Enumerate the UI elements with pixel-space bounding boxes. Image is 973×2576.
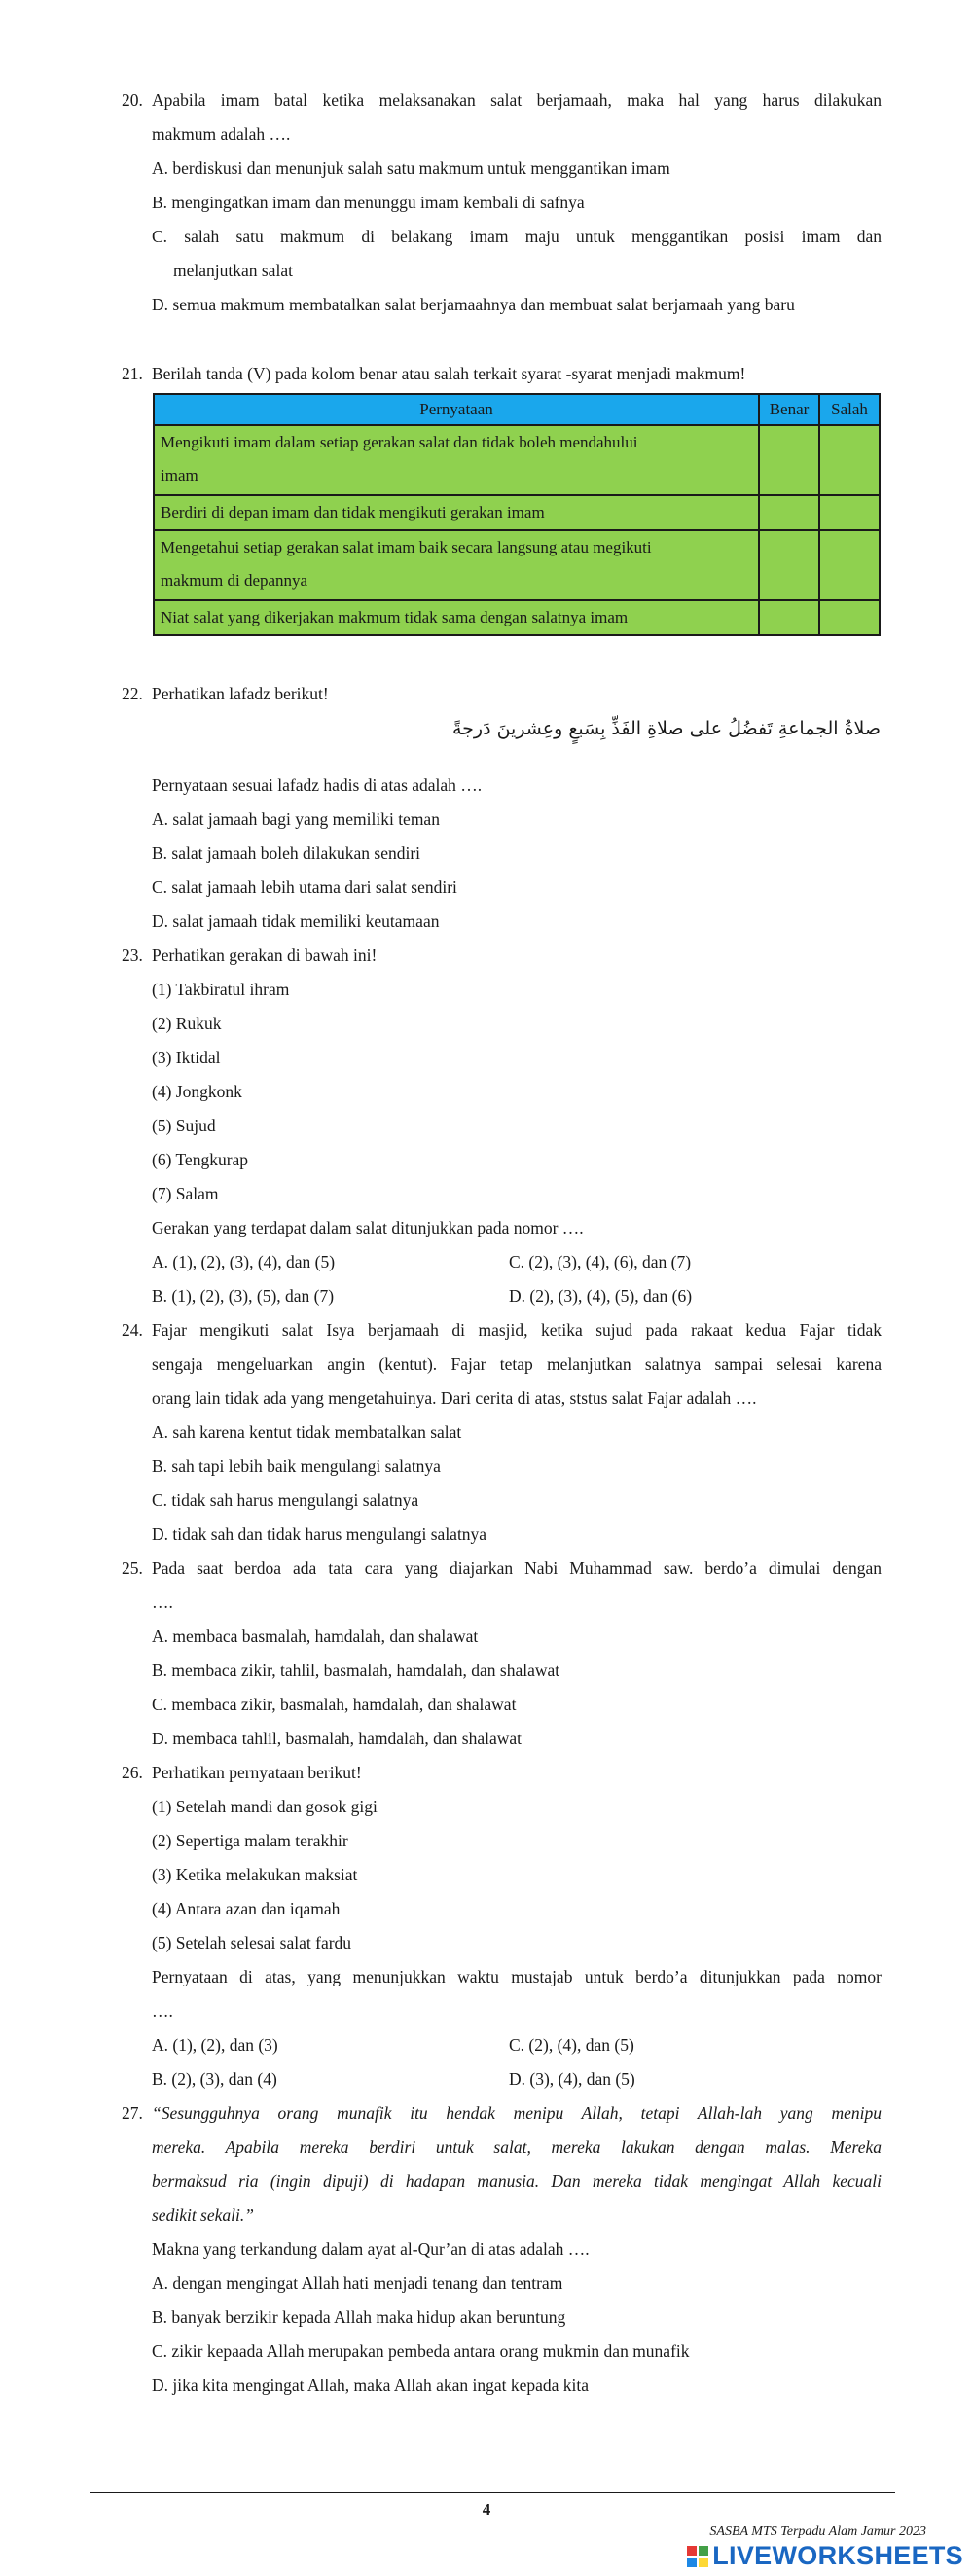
question-stem: Fajar mengikuti salat Isya berjamaah di masjid, ketika sujud pada rakaat kedua Fajar tidak [152, 1320, 882, 1340]
option-a[interactable]: A. berdiskusi dan menunjuk salah satu makmum untuk menggantikan imam [152, 159, 670, 178]
question-number: 26. [122, 1763, 143, 1782]
option-d[interactable]: D. (2), (3), (4), (5), dan (6) [509, 1286, 693, 1306]
question-stem: sengaja mengeluarkan angin (kentut). Fajar tetap melanjutkan salatnya sampai selesai karena [152, 1354, 882, 1374]
list-item: (3) Ketika melakukan maksiat [152, 1865, 358, 1884]
question-stem: …. [152, 1592, 173, 1612]
question-stem: Perhatikan lafadz berikut! [152, 684, 329, 703]
question-prompt: Pernyataan sesuai lafadz hadis di atas adalah …. [152, 775, 483, 795]
option-d[interactable]: D. membaca tahlil, basmalah, hamdalah, dan shalawat [152, 1729, 523, 1748]
question-stem: orang lain tidak ada yang mengetahuinya. Dari cerita di atas, ststus salat Fajar adalah …. [152, 1388, 757, 1408]
answer-cell-false[interactable] [819, 425, 880, 495]
quran-quote: bermaksud ria (ingin dipuji) di hadapan manusia. Dan mereka tidak mengingat Allah kecuali [152, 2171, 882, 2191]
option-a[interactable]: A. salat jamaah bagi yang memiliki teman [152, 809, 440, 829]
option-b[interactable]: B. sah tapi lebih baik mengulangi salatnya [152, 1456, 441, 1476]
option-c[interactable]: C. membaca zikir, basmalah, hamdalah, dan shalawat [152, 1695, 517, 1714]
list-item: (2) Sepertiga malam terakhir [152, 1831, 348, 1850]
option-b[interactable]: B. salat jamaah boleh dilakukan sendiri [152, 843, 421, 863]
question-prompt: Makna yang terkandung dalam ayat al-Qur’an di atas adalah …. [152, 2239, 590, 2259]
statement-text: Mengetahui setiap gerakan salat imam baik secara langsung atau megikuti [161, 538, 652, 556]
option-b[interactable]: B. mengingatkan imam dan menunggu imam kembali di safnya [152, 193, 585, 212]
answer-cell-false[interactable] [819, 530, 880, 600]
list-item: (1) Setelah mandi dan gosok gigi [152, 1797, 378, 1816]
header-true: Benar [759, 394, 819, 425]
question-stem: Pada saat berdoa ada tata cara yang diajarkan Nabi Muhammad saw. berdo’a dimulai dengan [152, 1558, 882, 1578]
question-stem: Perhatikan gerakan di bawah ini! [152, 946, 378, 965]
answer-cell-true[interactable] [759, 530, 819, 600]
option-d[interactable]: D. jika kita mengingat Allah, maka Allah akan ingat kepada kita [152, 2376, 590, 2395]
option-a[interactable]: A. membaca basmalah, hamdalah, dan shalawat [152, 1627, 479, 1646]
list-item: (3) Iktidal [152, 1048, 221, 1067]
option-c[interactable]: C. (2), (3), (4), (6), dan (7) [509, 1252, 692, 1271]
table-row [154, 495, 880, 530]
question-number: 21. [122, 364, 143, 383]
arabic-hadith-text: صلاةُ الجماعةِ تَفضُلُ على صلاةِ الفَذِّ بِسَبعٍ وعِشرينَ دَرجةً [451, 718, 881, 739]
question-number: 27. [122, 2103, 143, 2123]
statement-text: Mengikuti imam dalam setiap gerakan salat dan tidak boleh mendahului [161, 433, 638, 451]
question-number: 20. [122, 90, 143, 110]
option-d[interactable]: D. semua makmum membatalkan salat berjamaahnya dan membuat salat berjamaah yang baru [152, 295, 795, 314]
option-c[interactable]: C. salah satu makmum di belakang imam maju untuk menggantikan posisi imam dan [152, 227, 882, 246]
question-stem: Perhatikan pernyataan berikut! [152, 1763, 362, 1782]
list-item: (5) Setelah selesai salat fardu [152, 1933, 352, 1952]
liveworksheets-icon [687, 2546, 708, 2567]
option-c[interactable]: C. (2), (4), dan (5) [509, 2035, 634, 2055]
list-item: (4) Jongkonk [152, 1082, 242, 1101]
answer-cell-true[interactable] [759, 495, 819, 530]
statement-table [153, 393, 881, 636]
table-row [154, 530, 880, 600]
option-b[interactable]: B. membaca zikir, tahlil, basmalah, hamdalah, dan shalawat [152, 1661, 560, 1680]
option-c-continued[interactable]: melanjutkan salat [173, 261, 293, 280]
question-stem: Berilah tanda (V) pada kolom benar atau salah terkait syarat -syarat menjadi makmum! [152, 364, 746, 383]
option-b[interactable]: B. (1), (2), (3), (5), dan (7) [152, 1286, 335, 1306]
question-stem: Apabila imam batal ketika melaksanakan salat berjamaah, maka hal yang harus dilakukan [152, 90, 882, 110]
quran-quote: “Sesungguhnya orang munafik itu hendak menipu Allah, tetapi Allah-lah yang menipu [152, 2103, 882, 2123]
list-item: (1) Takbiratul ihram [152, 980, 290, 999]
option-c[interactable]: C. tidak sah harus mengulangi salatnya [152, 1490, 419, 1510]
table-row [154, 600, 880, 635]
list-item: (4) Antara azan dan iqamah [152, 1899, 341, 1918]
option-a[interactable]: A. (1), (2), (3), (4), dan (5) [152, 1252, 336, 1271]
option-b[interactable]: B. banyak berzikir kepada Allah maka hidup akan beruntung [152, 2308, 566, 2327]
statement-text: makmum di depannya [161, 571, 308, 590]
statement-text: Berdiri di depan imam dan tidak mengikuti gerakan imam [161, 503, 545, 521]
option-d[interactable]: D. (3), (4), dan (5) [509, 2069, 635, 2089]
question-number: 24. [122, 1320, 143, 1340]
header-statement: Pernyataan [154, 394, 759, 425]
statement-cell [154, 600, 759, 635]
table-row [154, 425, 880, 495]
footer-divider [90, 2492, 895, 2493]
option-d[interactable]: D. salat jamaah tidak memiliki keutamaan [152, 912, 440, 931]
question-number: 22. [122, 684, 143, 703]
question-prompt: …. [152, 2001, 173, 2021]
list-item: (6) Tengkurap [152, 1150, 249, 1169]
statement-cell [154, 425, 759, 495]
quran-quote: sedikit sekali.” [152, 2205, 254, 2225]
answer-cell-true[interactable] [759, 425, 819, 495]
list-item: (7) Salam [152, 1184, 219, 1203]
option-c[interactable]: C. zikir kepaada Allah merupakan pembeda antara orang mukmin dan munafik [152, 2342, 690, 2361]
liveworksheets-wordmark: LIVEWORKSHEETS [712, 2541, 963, 2570]
list-item: (2) Rukuk [152, 1014, 222, 1033]
answer-cell-true[interactable] [759, 600, 819, 635]
statement-cell [154, 530, 759, 600]
page-number: 4 [482, 2500, 491, 2519]
question-stem: makmum adalah …. [152, 125, 291, 144]
statement-text: imam [161, 466, 198, 484]
option-c[interactable]: C. salat jamaah lebih utama dari salat sendiri [152, 877, 457, 897]
liveworksheets-logo[interactable] [687, 2541, 963, 2571]
question-number: 25. [122, 1558, 143, 1578]
option-a[interactable]: A. (1), (2), dan (3) [152, 2035, 278, 2055]
table-header-row [154, 394, 880, 425]
statement-cell [154, 495, 759, 530]
header-false: Salah [819, 394, 880, 425]
answer-cell-false[interactable] [819, 495, 880, 530]
answer-cell-false[interactable] [819, 600, 880, 635]
list-item: (5) Sujud [152, 1116, 216, 1135]
statement-text: Niat salat yang dikerjakan makmum tidak sama dengan salatnya imam [161, 608, 629, 626]
option-a[interactable]: A. dengan mengingat Allah hati menjadi tenang dan tentram [152, 2273, 563, 2293]
footer-note: SASBA MTS Terpadu Alam Jamur 2023 [709, 2524, 926, 2539]
quran-quote: mereka. Apabila mereka berdiri untuk salat, mereka lakukan dengan malas. Mereka [152, 2137, 882, 2157]
question-number: 23. [122, 946, 143, 965]
option-d[interactable]: D. tidak sah dan tidak harus mengulangi salatnya [152, 1524, 487, 1544]
question-prompt: Gerakan yang terdapat dalam salat ditunjukkan pada nomor …. [152, 1218, 584, 1237]
option-a[interactable]: A. sah karena kentut tidak membatalkan salat [152, 1422, 462, 1442]
question-prompt: Pernyataan di atas, yang menunjukkan waktu mustajab untuk berdo’a ditunjukkan pada nomor [152, 1967, 882, 1986]
option-b[interactable]: B. (2), (3), dan (4) [152, 2069, 277, 2089]
